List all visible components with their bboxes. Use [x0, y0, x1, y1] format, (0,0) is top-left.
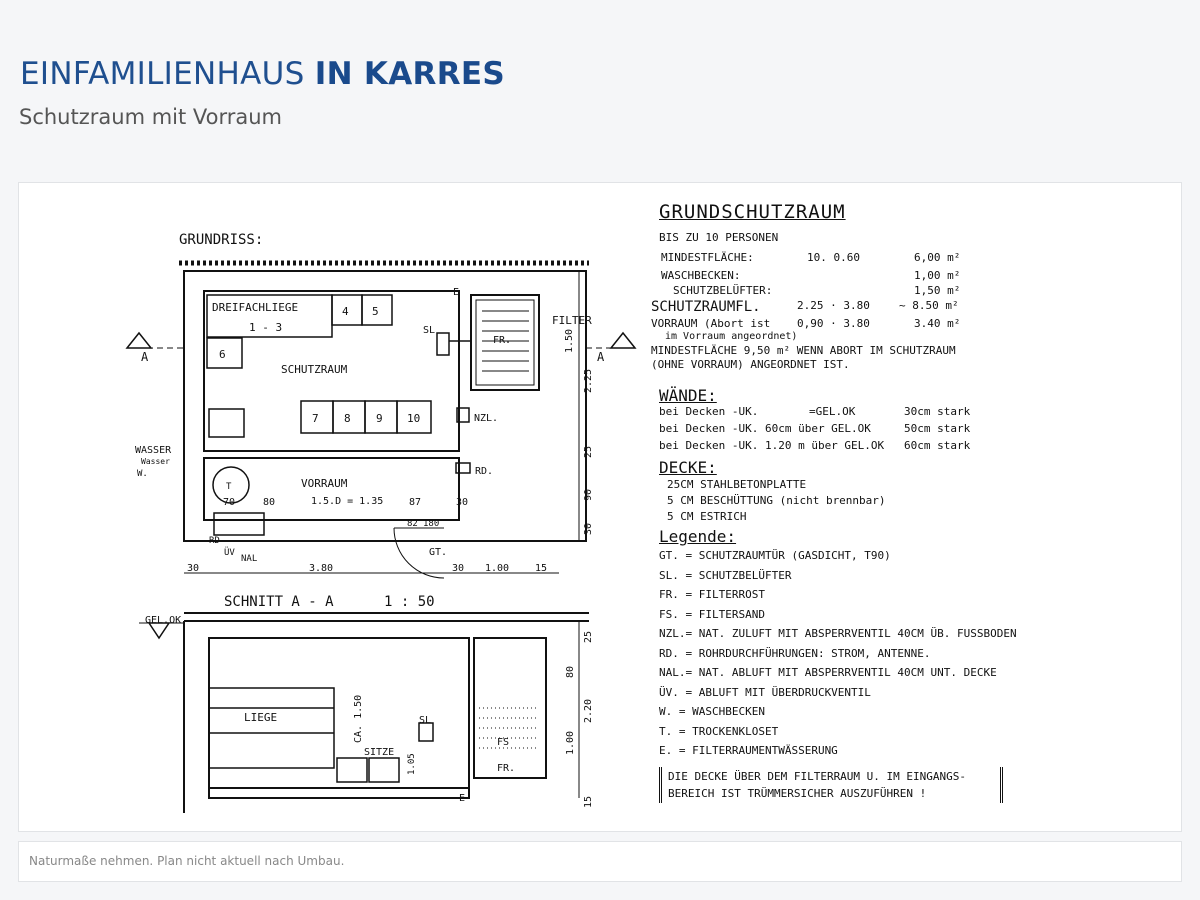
- dim-80-s: 80: [565, 665, 576, 678]
- decke-item: 25CM STAHLBETONPLATTE: [667, 478, 807, 491]
- dim-1-50: 1.50: [564, 328, 575, 353]
- gt-label: GT.: [429, 547, 448, 558]
- sitze-label: SITZE: [364, 747, 395, 758]
- dim-30-vr: 30: [456, 497, 469, 508]
- ca-label: CA. 1.50: [353, 694, 364, 743]
- area-row: SCHUTZBELÜFTER: 1,50 m²: [673, 284, 961, 297]
- legende-item: NAL.= NAT. ABLUFT MIT ABSPERRVENTIL 40CM UNT. DECKE: [659, 666, 997, 679]
- final-note-line-2: BEREICH IST TRÜMMERSICHER AUSZUFÜHREN !: [668, 786, 927, 800]
- e-section-label: E: [459, 793, 466, 804]
- dim-30-mid: 30: [452, 563, 465, 574]
- schutzraum-label: SCHUTZRAUM: [281, 363, 348, 376]
- nal-v-label: NAL: [241, 554, 258, 564]
- decke-title: DECKE:: [659, 458, 717, 477]
- e-label: E: [453, 287, 460, 298]
- bed-number-6: 6: [219, 348, 226, 361]
- wasser-label: WASSER: [135, 445, 172, 456]
- dim-90-r: 90: [583, 488, 594, 501]
- scale-label: 1 : 50: [384, 594, 435, 610]
- dim-82: 82: [407, 519, 418, 529]
- title-bold: IN KARRES: [314, 56, 505, 92]
- waende-row: bei Decken -UK. =GEL.OK 30cm stark: [659, 405, 971, 418]
- decke-item: 5 CM ESTRICH: [667, 510, 747, 523]
- dim-3-80: 3.80: [309, 563, 334, 574]
- fr-section-label: FR.: [497, 763, 516, 774]
- min-note-2: (OHNE VORRAUM) ANGEORDNET IST.: [651, 358, 850, 371]
- legende-item: T. = TROCKENKLOSET: [659, 724, 779, 738]
- min-note-1: MINDESTFLÄCHE 9,50 m² WENN ABORT IM SCHUTZRAUM: [651, 344, 956, 357]
- legende-item: SL. = SCHUTZBELÜFTER: [659, 568, 792, 582]
- liege-label: LIEGE: [244, 711, 278, 724]
- area-row: SCHUTZRAUMFL. 2.25 · 3.80 ~ 8.50 m²: [651, 299, 959, 315]
- dreifachliege-label: DREIFACHLIEGE: [212, 301, 299, 314]
- legende-item: FR. = FILTERROST: [659, 588, 765, 601]
- waende-row: bei Decken -UK. 1.20 m über GEL.OK 60cm stark: [659, 439, 971, 452]
- title-light: EINFAMILIENHAUS: [20, 56, 305, 92]
- waende-title: WÄNDE:: [659, 386, 717, 405]
- bed-number-5: 5: [372, 305, 379, 318]
- final-note: [659, 767, 1003, 803]
- dim-180: 180: [423, 519, 440, 529]
- rd-v-label: RD: [209, 536, 220, 546]
- legende-item: FS. = FILTERSAND: [659, 607, 765, 621]
- bed-number-8: 8: [344, 412, 351, 425]
- legende-title: Legende:: [659, 527, 737, 546]
- dim-30-left: 30: [187, 563, 200, 574]
- schnitt-label: SCHNITT A - A: [224, 594, 334, 610]
- floor-plan-drawing: [19, 183, 659, 832]
- legende-item: ÜV. = ABLUFT MIT ÜBERDRUCKVENTIL: [659, 685, 871, 699]
- filter-label: FILTER: [552, 314, 592, 327]
- persons-note: BIS ZU 10 PERSONEN: [659, 231, 779, 244]
- gelok-label: GEL.OK: [145, 615, 182, 626]
- dim-15: 15: [535, 563, 548, 574]
- dreifachliege-nums: 1 - 3: [249, 321, 283, 334]
- bed-number-4: 4: [342, 305, 349, 318]
- legend-heading: GRUNDSCHUTZRAUM: [659, 201, 846, 223]
- dim-80: 80: [263, 497, 276, 508]
- grundriss-label: GRUNDRISS:: [179, 232, 264, 248]
- area-row: VORRAUM (Abort ist 0,90 · 3.80 3.40 m²: [651, 317, 961, 330]
- section-a-left: A: [141, 350, 149, 364]
- legende-item: E. = FILTERRAUMENTWÄSSERUNG: [659, 744, 838, 757]
- uv-v-label: ÜV: [224, 548, 235, 558]
- dim-70: 70: [223, 497, 236, 508]
- sl-section-label: SL: [419, 715, 432, 726]
- nzl-label: NZL.: [474, 413, 499, 424]
- legend-block: [651, 201, 1179, 803]
- vorraum-dim: 1.5.D = 1.35: [311, 496, 384, 507]
- dim-25-s: 25: [583, 630, 594, 643]
- legende-item: NZL.= NAT. ZULUFT MIT ABSPERRVENTIL 40CM ÜB. FUSSBODEN: [659, 627, 1017, 640]
- waende-row: bei Decken -UK. 60cm über GEL.OK 50cm stark: [659, 422, 971, 435]
- floor-plan-panel: [18, 182, 1182, 832]
- legende-item: RD. = ROHRDURCHFÜHRUNGEN: STROM, ANTENNE.: [659, 646, 931, 660]
- sl-label: SL: [423, 325, 436, 336]
- bed-number-10: 10: [407, 412, 421, 425]
- page-title: [20, 56, 505, 92]
- dim-15-s: 15: [583, 795, 594, 808]
- dim-1-00-s: 1.00: [565, 730, 576, 755]
- rd-label: RD.: [475, 466, 494, 477]
- dim-1-05: 1.05: [407, 753, 417, 775]
- dim-1-00: 1.00: [485, 563, 510, 574]
- decke-item: 5 CM BESCHÜTTUNG (nicht brennbar): [667, 494, 886, 507]
- fs-label: FS: [497, 737, 510, 748]
- t-label: T: [226, 482, 232, 492]
- section-a-right: A: [597, 350, 605, 364]
- bed-number-7: 7: [312, 412, 319, 425]
- w-label: W.: [137, 469, 148, 479]
- fr-label: FR.: [493, 335, 512, 346]
- dim-2-20: 2.20: [583, 698, 594, 723]
- dim-87: 87: [409, 497, 422, 508]
- legende-item: W. = WASCHBECKEN: [659, 705, 765, 718]
- footer-note: Naturmaße nehmen. Plan nicht aktuell nach Umbau.: [18, 841, 1182, 882]
- legende-item: GT. = SCHUTZRAUMTÜR (GASDICHT, T90): [659, 549, 891, 562]
- dim-2-25: 2.25: [583, 368, 594, 393]
- vorraum-label: VORRAUM: [301, 477, 348, 490]
- bed-number-9: 9: [376, 412, 383, 425]
- final-note-line-1: DIE DECKE ÜBER DEM FILTERRAUM U. IM EINGANGS-: [668, 769, 967, 783]
- area-row: MINDESTFLÄCHE: 10. 0.60 6,00 m²: [661, 251, 961, 264]
- wasser-sub-label: Wasser: [141, 457, 170, 466]
- area-row: WASCHBECKEN: 1,00 m²: [661, 269, 961, 282]
- dim-30-r: 30: [583, 522, 594, 535]
- vorraum-note: im Vorraum angeordnet): [665, 331, 798, 342]
- dim-25-r: 25: [583, 445, 594, 458]
- page-subtitle: Schutzraum mit Vorraum: [19, 105, 283, 129]
